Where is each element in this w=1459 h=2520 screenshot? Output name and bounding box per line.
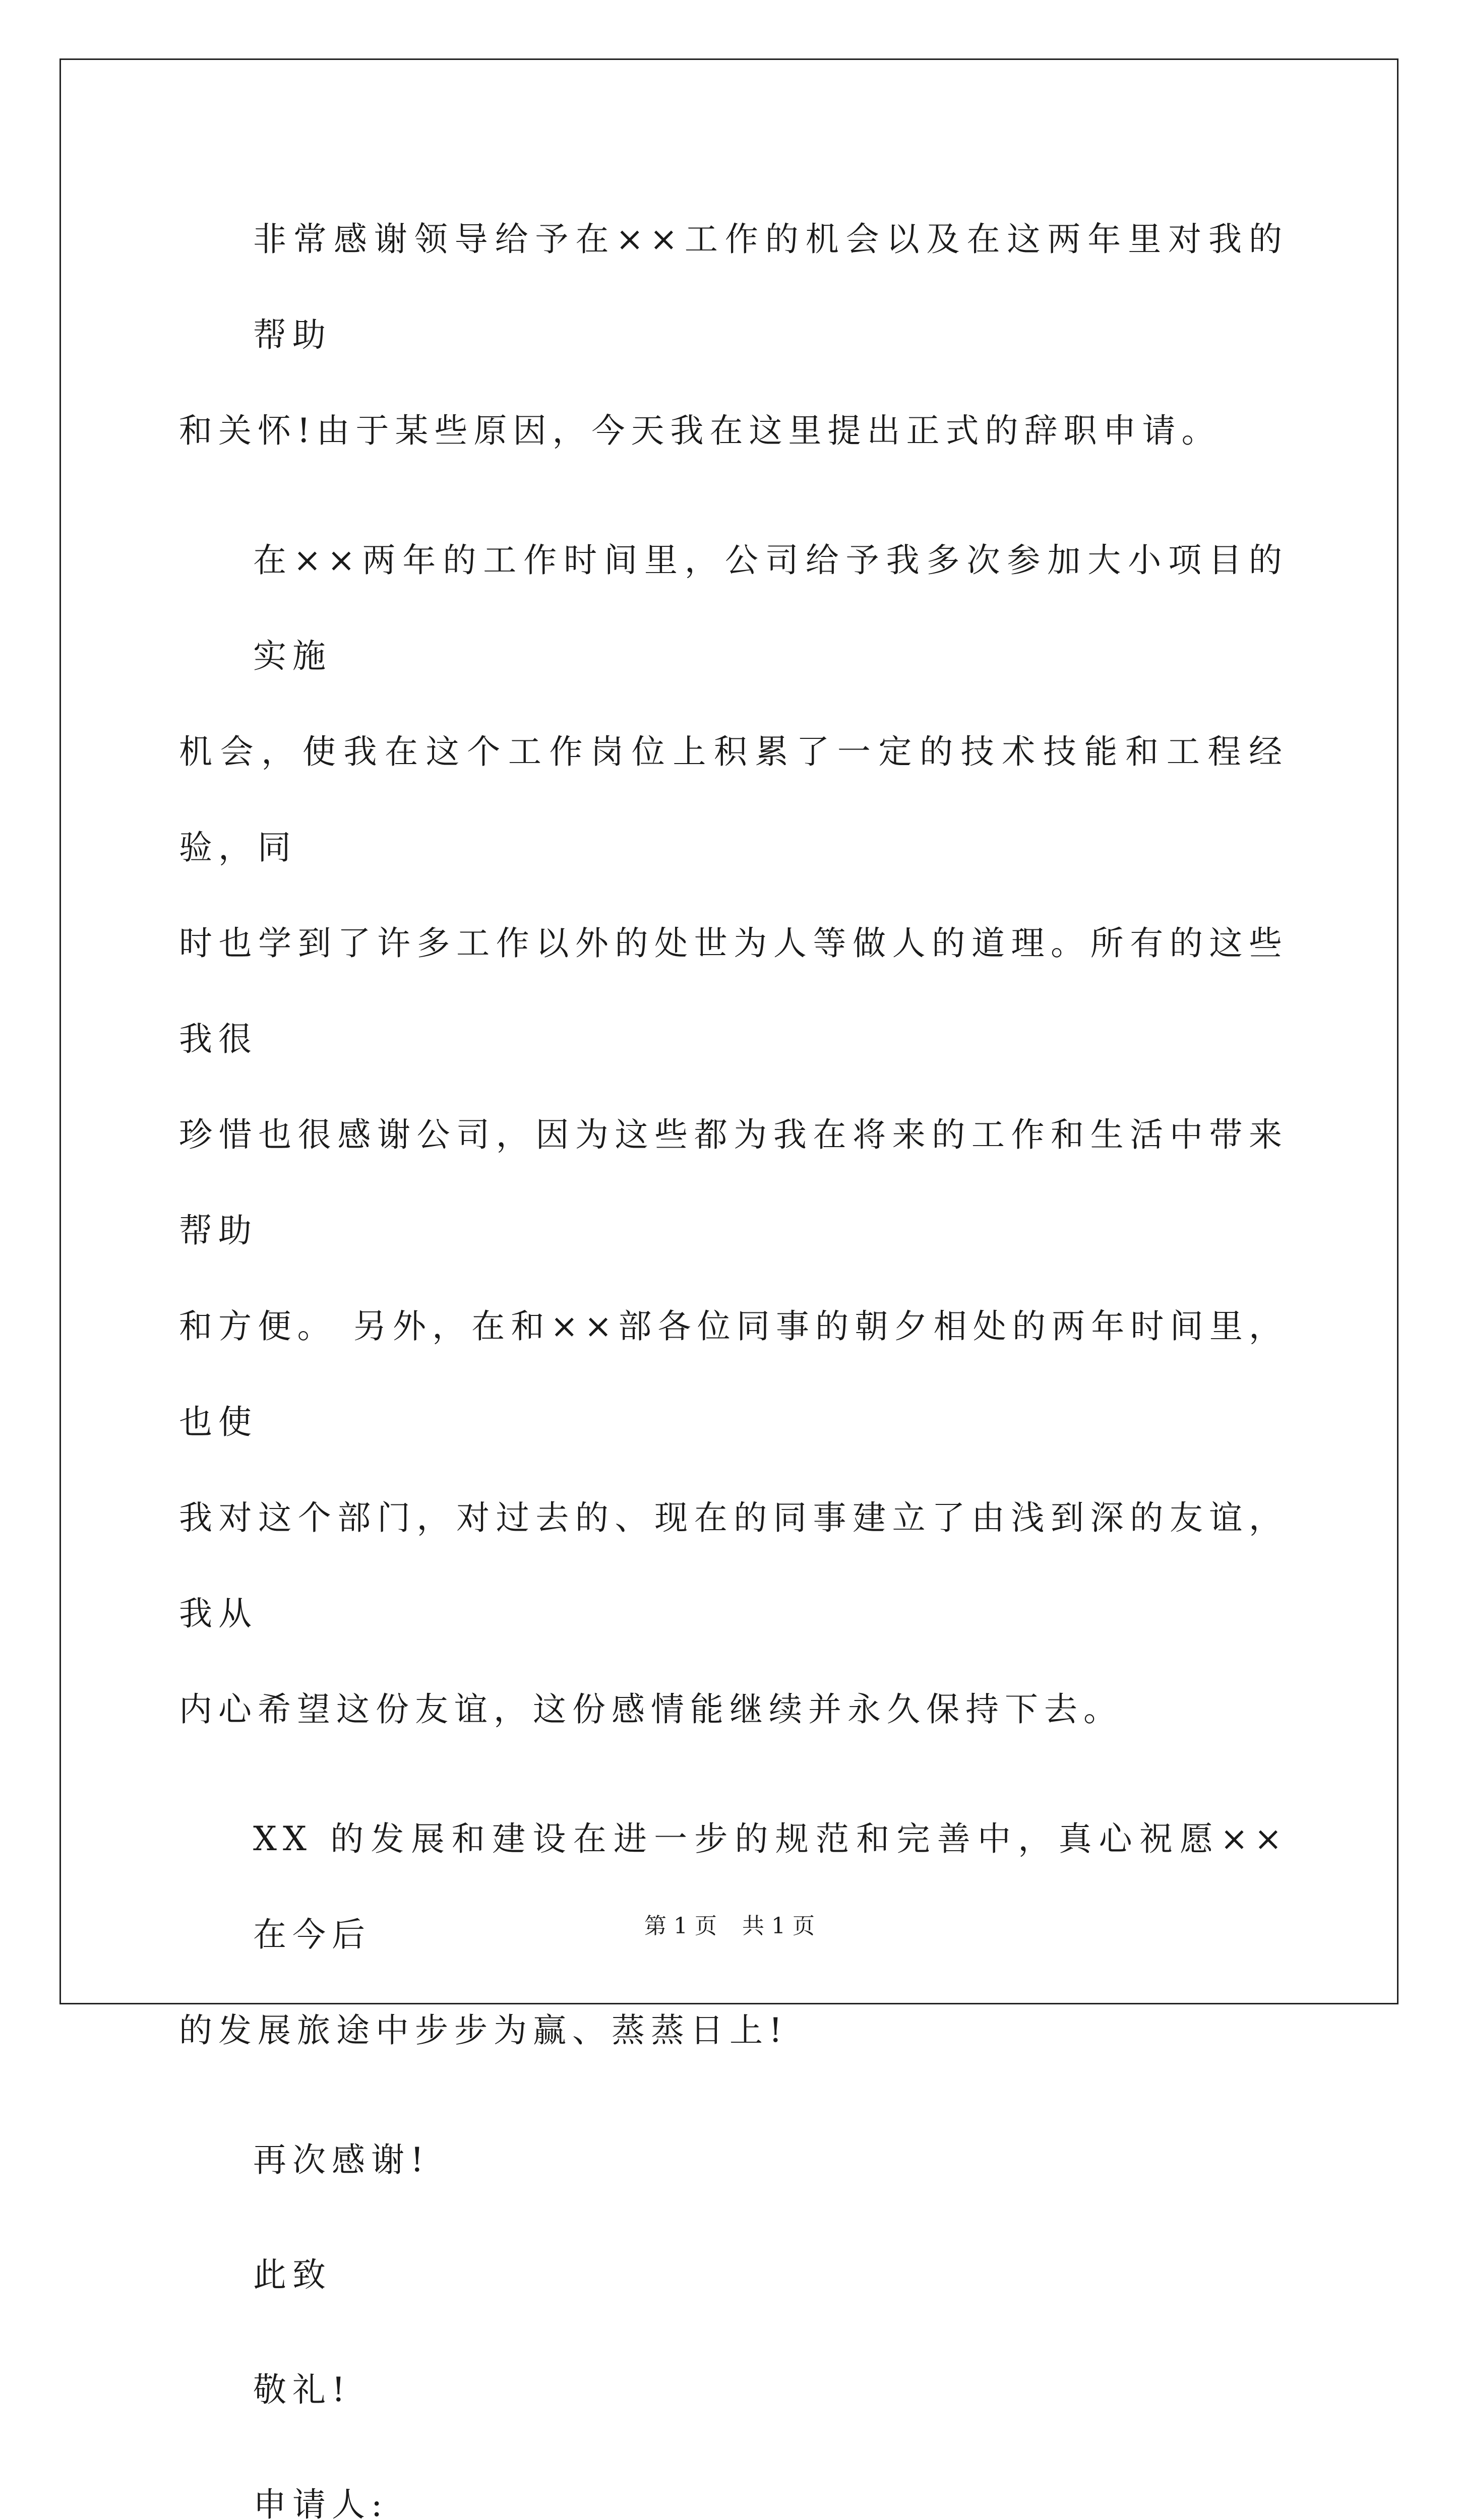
text-line: 我对这个部门，对过去的、现在的同事建立了由浅到深的友谊，我从: [179, 1498, 1288, 1633]
paragraph-2: [179, 513, 1288, 1757]
closing-thanks: 再次感谢!: [253, 2140, 430, 2179]
text-line: 非常感谢领导给予在××工作的机会以及在这两年里对我的帮助: [253, 220, 1288, 354]
text-line: 和关怀!由于某些原因，今天我在这里提出正式的辞职申请。: [179, 411, 1221, 450]
page-footer: [0, 1908, 1459, 1940]
text-line: 和方便。 另外，在和××部各位同事的朝夕相处的两年时间里，也使: [179, 1307, 1288, 1441]
salutation-ci-zhi: 此致: [253, 2255, 332, 2294]
paragraph-1: [179, 192, 1288, 479]
document-body: [179, 192, 1288, 2520]
text-line: 时也学到了许多工作以外的处世为人等做人的道理。所有的这些我很: [179, 924, 1288, 1058]
text-line: 的发展旅途中步步为赢、蒸蒸日上!: [179, 2011, 788, 2050]
text-line: 内心希望这份友谊，这份感情能继续并永久保持下去。: [179, 1690, 1123, 1729]
applicant-label: 申请人:: [253, 2485, 389, 2520]
text-line: XX 的发展和建设在进一步的规范和完善中，真心祝愿××在今后: [253, 1819, 1288, 1954]
salutation-jing-li: 敬礼!: [253, 2370, 351, 2409]
page-number-current: 第 1 页: [644, 1913, 717, 1939]
text-line: 在××两年的工作时间里，公司给予我多次参加大小项目的实施: [253, 541, 1288, 675]
page-number-total: 共 1 页: [742, 1913, 815, 1939]
text-line: 珍惜也很感谢公司，因为这些都为我在将来的工作和生活中带来帮助: [179, 1115, 1288, 1250]
text-line: 机会，使我在这个工作岗位上积累了一定的技术技能和工程经验，同: [179, 732, 1288, 867]
